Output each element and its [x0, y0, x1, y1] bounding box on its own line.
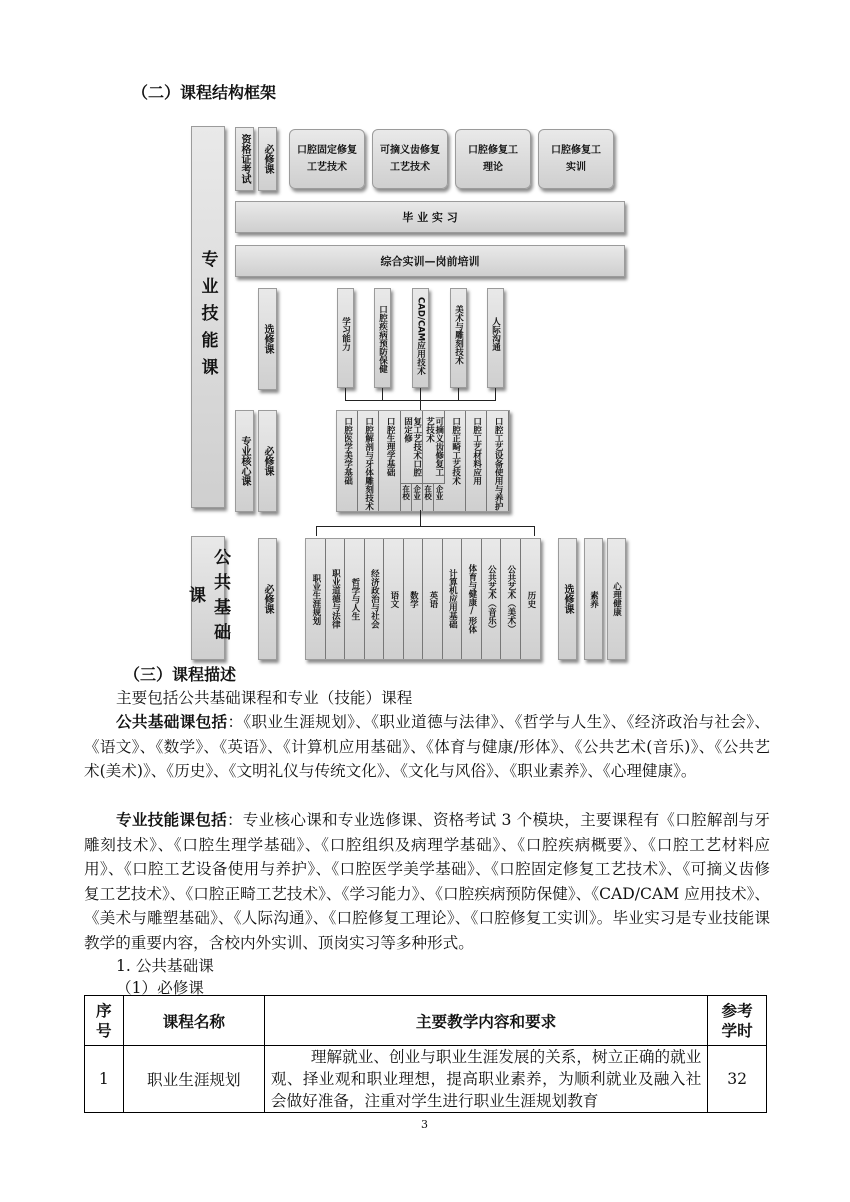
public-course-9: 体育与健康/形体 [462, 539, 482, 659]
skill-course-text: ：专业核心课和专业选修课、资格考试 3 个模块，主要课程有《口腔解剖与牙雕刻技术》、《口腔生理学基础》、《口腔组织及病理学基础》、《口腔疾病概要》、《口腔工艺材料应用》、《口腔工艺设备使用与养护》、《口腔医学美学基础》、《口腔固定修复工艺技术》、《可摘义齿修复工艺技术》、《口腔正畸工艺技术》、《学习能力》、《口腔疾病预防保健》、《CAD/CAM 应用技术》、《美术与雕塑基础》、《人际沟通》、《口腔修复工理论》、《口腔修复工实训》。毕业实习是专业技能课教学的重要内容，含校内外实训、顶岗实习等多种形式。 [84, 811, 770, 952]
core-course-7: 口腔工艺材料应用 [466, 411, 487, 511]
connector-line [316, 526, 534, 527]
core-course-2: 口腔解剖与牙体雕刻技术 [358, 411, 379, 511]
core-course-5: 可摘义齿修复工艺技术 [423, 411, 445, 483]
skill-course-paragraph [84, 808, 770, 955]
elective-course-5: 人际沟通 [487, 288, 504, 388]
elective-course-3: CAD/CAM应用技术 [412, 288, 429, 388]
cert-exam-label: 资格证考试 [235, 127, 254, 191]
connector-line [458, 388, 459, 400]
public-elective-1: 素养 [584, 538, 603, 660]
elective-course-1: 学习能力 [337, 288, 354, 388]
public-course-block [305, 538, 541, 660]
section-title-description: （三）课程描述 [124, 665, 237, 684]
core-sub-2: 企业 [412, 483, 423, 511]
core-sub-1: 在校 [401, 483, 412, 511]
core-course-block [336, 410, 510, 512]
core-course-3: 口腔生理学基础 [379, 411, 401, 511]
connector-line [382, 388, 383, 400]
subheading-public-basic: 1. 公共基础课 [116, 957, 214, 975]
public-course-2: 职业道德与法律 [326, 539, 346, 659]
public-course-10: 公共艺术（音乐） [482, 539, 502, 659]
cert-course-3: 口腔修复工理论 [455, 129, 531, 189]
page-number: 3 [421, 1118, 428, 1131]
row-content: 理解就业、创业与职业生涯发展的关系，树立正确的就业观、择业观和职业理想，提高职业素养，为顺利就业及融入社会做好准备，注重对学生进行职业生涯规划教育 [264, 1046, 707, 1113]
intro-text: 主要包括公共基础课程和专业（技能）课程 [116, 689, 413, 707]
core-label: 专业核心课 [235, 410, 254, 512]
table-row [85, 1046, 767, 1113]
comprehensive-training-bar: 综合实训—岗前培训 [235, 245, 625, 277]
public-course-6: 数学 [404, 539, 424, 659]
cert-course-2: 可摘义齿修复工艺技术 [372, 129, 448, 189]
elective-label: 选修课 [258, 288, 277, 390]
public-course-8: 计算机应用基础 [443, 539, 463, 659]
subheading-required: （1）必修课 [116, 979, 204, 997]
table-header-row [85, 996, 767, 1046]
core-course-1: 口腔医学美学基础 [337, 411, 358, 511]
public-course-text: ：《职业生涯规划》、《职业道德与法律》、《哲学与人生》、《经济政治与社会》、《语文》、《数学》、《英语》、《计算机应用基础》、《体育与健康/形体》、《公共艺术(音乐)》、《公共艺术(美术)》、《历史》、《文明礼仪与传统文化》、《文化与风俗》、《职业素养》、《心理健康》。 [84, 713, 770, 780]
core-sub-3: 在校 [423, 483, 434, 511]
header-no: 序号 [85, 996, 124, 1046]
elective-course-2: 口腔疾病预防保健 [374, 288, 391, 388]
public-course-12: 历史 [525, 590, 536, 608]
public-course-4: 经济政治与社会 [365, 539, 385, 659]
skill-course-label: 专业技能课包括 [116, 810, 227, 829]
public-elective-2: 心理健康 [607, 538, 626, 660]
public-basic-label: 公共基础课 [191, 536, 225, 660]
public-course-1: 职业生涯规划 [306, 539, 326, 659]
public-course-paragraph [84, 710, 770, 784]
cert-course-4: 口腔修复工实训 [538, 129, 614, 189]
course-table [84, 995, 767, 1113]
cert-required-label: 必修课 [258, 127, 277, 191]
internship-bar: 毕 业 实 习 [235, 201, 625, 233]
public-course-7: 英语 [423, 539, 443, 659]
core-course-6: 口腔正畸工艺技术 [445, 411, 466, 511]
connector-line [534, 526, 535, 536]
connector-line [420, 510, 421, 526]
public-course-5: 语文 [384, 539, 404, 659]
public-required-label: 必修课 [258, 538, 277, 660]
cert-course-1: 口腔固定修复工艺技术 [289, 129, 365, 189]
row-no: 1 [85, 1046, 124, 1113]
section-title-framework: （二）课程结构框架 [132, 83, 277, 102]
core-sub-4: 企业 [435, 485, 445, 500]
major-skill-label: 专业技能课 [191, 126, 225, 508]
connector-line [316, 526, 317, 536]
public-elective-label: 选修课 [558, 538, 577, 660]
header-course-name: 课程名称 [123, 996, 264, 1046]
elective-course-4: 美术与雕刻技术 [450, 288, 467, 388]
public-course-label: 公共基础课包括 [116, 712, 228, 731]
connector-line [420, 388, 421, 400]
core-course-8: 口腔工艺设备使用与养护 [487, 411, 509, 511]
public-course-3: 哲学与人生 [345, 539, 365, 659]
public-course-11: 公共艺术（美术） [501, 539, 521, 659]
connector-line [420, 400, 421, 410]
core-required-label: 必修课 [258, 410, 277, 512]
core-course-4: 复工艺技术口腔固定修 [401, 411, 423, 483]
connector-line [345, 388, 346, 400]
row-name: 职业生涯规划 [123, 1046, 264, 1113]
row-hours: 32 [708, 1046, 767, 1113]
connector-line [495, 388, 496, 400]
header-hours: 参考学时 [708, 996, 767, 1046]
header-content: 主要教学内容和要求 [264, 996, 707, 1046]
